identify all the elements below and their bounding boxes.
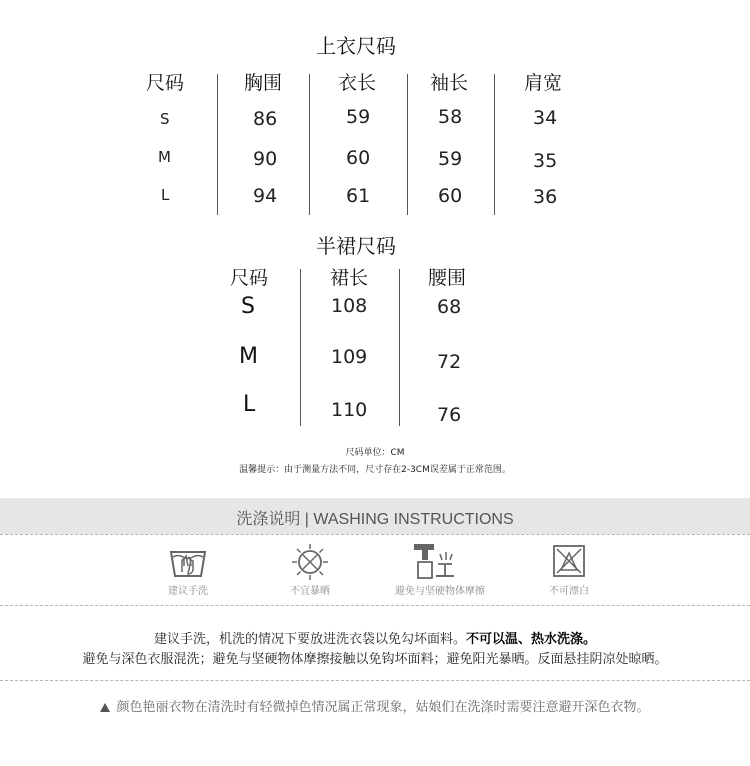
skirt-divider-1 <box>300 269 301 426</box>
top-row-l-sleeve: 60 <box>438 185 463 207</box>
top-row-s-length: 59 <box>346 106 371 128</box>
size-unit-note: 尺码单位：CM <box>345 448 405 458</box>
color-fade-warning <box>0 696 750 715</box>
skirt-divider-2 <box>399 269 400 426</box>
dashed-divider-1 <box>0 534 750 535</box>
top-row-m-chest: 90 <box>253 148 278 170</box>
top-row-s-size: S <box>160 110 170 128</box>
skirt-header-waist: 腰围 <box>428 267 467 289</box>
no-bleach-label: 不可漂白 <box>549 586 589 597</box>
top-divider-1 <box>217 74 218 215</box>
top-divider-2 <box>309 74 310 215</box>
no-hard-object-label: 避免与坚硬物体摩擦 <box>395 586 485 597</box>
top-row-m-size: M <box>158 148 171 166</box>
top-row-s-sleeve: 58 <box>438 106 463 128</box>
skirt-row-s-size: S <box>241 294 255 319</box>
top-row-l-size: L <box>161 186 170 204</box>
skirt-row-s-length: 108 <box>331 295 368 317</box>
top-header-chest: 胸围 <box>244 72 283 94</box>
top-divider-4 <box>494 74 495 215</box>
washing-banner-title: 洗涤说明 | WASHING INSTRUCTIONS <box>236 511 514 528</box>
no-hard-object-icon <box>408 540 456 580</box>
hand-wash-label: 建议手洗 <box>168 586 208 597</box>
tolerance-tip: 温馨提示：由于测量方法不同，尺寸存在2-3CM误差属于正常范围。 <box>239 465 511 475</box>
top-row-l-shoulder: 36 <box>533 186 558 208</box>
skirt-header-size: 尺码 <box>230 267 269 289</box>
top-row-m-sleeve: 59 <box>438 148 463 170</box>
skirt-row-l-size: L <box>243 392 256 417</box>
top-header-length: 衣长 <box>338 72 377 94</box>
skirt-row-s-waist: 68 <box>437 296 462 318</box>
warning-icon <box>100 703 110 712</box>
top-table-title: 上衣尺码 <box>316 34 396 58</box>
washing-instruction-text: 建议手洗，机洗的情况下要放进洗衣袋以免勾坏面料。 <box>153 632 466 647</box>
dashed-divider-2 <box>0 605 750 606</box>
top-row-s-shoulder: 34 <box>533 107 558 129</box>
washing-instruction-line-1 <box>0 628 750 647</box>
hand-wash-icon <box>168 544 208 580</box>
washing-instruction-emphasis: 不可以温、热水洗涤。 <box>466 632 597 647</box>
top-divider-3 <box>407 74 408 215</box>
skirt-row-l-length: 110 <box>331 399 368 421</box>
top-row-m-shoulder: 35 <box>533 150 558 172</box>
dashed-divider-3 <box>0 680 750 681</box>
no-sun-icon <box>290 542 330 582</box>
no-sun-label: 不宜暴晒 <box>290 586 330 597</box>
skirt-table-title: 半裙尺码 <box>316 234 396 258</box>
top-header-sleeve: 袖长 <box>430 72 469 94</box>
skirt-row-m-length: 109 <box>331 346 368 368</box>
top-row-l-chest: 94 <box>253 185 278 207</box>
skirt-row-l-waist: 76 <box>437 404 462 426</box>
top-row-m-length: 60 <box>346 147 371 169</box>
top-header-shoulder: 肩宽 <box>524 72 563 94</box>
no-bleach-icon <box>552 544 586 578</box>
washing-instruction-line-2: 避免与深色衣服混洗；避免与坚硬物体摩擦接触以免钩坏面料；避免阳光暴晒。反面悬挂阴凉处晾晒。 <box>82 652 668 667</box>
top-row-l-length: 61 <box>346 185 371 207</box>
skirt-row-m-size: M <box>239 344 258 369</box>
skirt-header-length: 裙长 <box>330 267 369 289</box>
skirt-row-m-waist: 72 <box>437 351 462 373</box>
top-header-size: 尺码 <box>146 72 185 94</box>
warning-text: 颜色艳丽衣物在清洗时有轻微掉色情况属正常现象，姑娘们在洗涤时需要注意避开深色衣物。 <box>116 700 650 715</box>
top-row-s-chest: 86 <box>253 108 278 130</box>
